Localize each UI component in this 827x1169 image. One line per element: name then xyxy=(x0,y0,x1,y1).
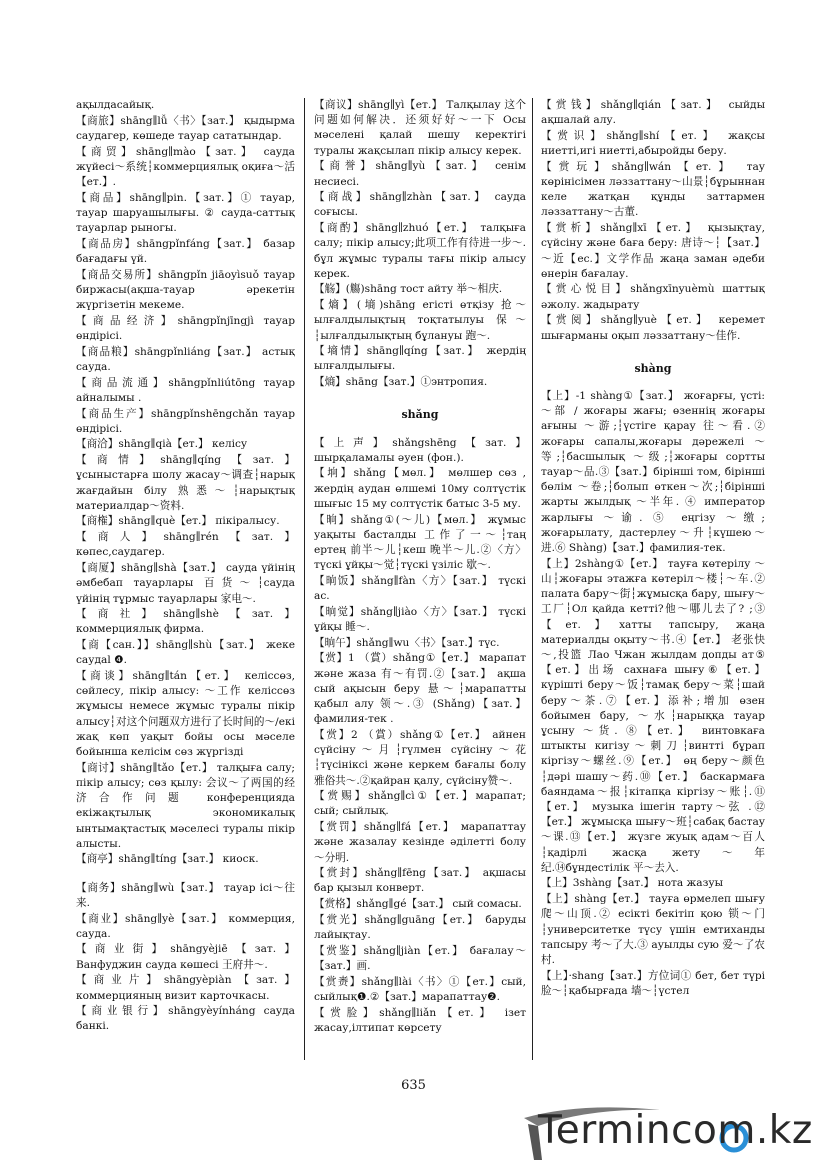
dictionary-entry: 【熵】(墒)shāng егісті өтқізу 抢～ ылғалдылықтың тоқтатылуы 保～┆ылғалдылықтың бұлануы 跑～. xyxy=(314,299,526,342)
dictionary-entry: 【晌午】shǎng∥wu〈书〉【зат.】түс. xyxy=(314,636,500,649)
dictionary-entry: 【商品经济】shāngpǐnjīngjì тауар өндірісі. xyxy=(76,314,295,343)
dictionary-entry: 【赏玩】shǎng∥wán【ет.】 тау көрінісімен ләззаттану～山景┆бұрыннан келе жатқан құнды заттармен ләззаттану～古董. xyxy=(541,160,765,219)
section-heading: shàng xyxy=(634,361,672,375)
dictionary-entry: 【商人】shāng∥rén【зат.】 көпес,саудагер. xyxy=(76,531,295,559)
dictionary-entry: 【赏罚】shǎng∥fá【ет.】 марапаттау және жазалау кезінде әділетті болу～分明. xyxy=(314,821,526,864)
dictionary-entry: 【垧】shǎng【мөл.】 мөлшер сөз , жердің аудан өлшемі 10му солтүстік шығыс 15 му солтүстік батыс 3-5 му. xyxy=(314,467,526,510)
dictionary-entry: 【商贸】shāng∥mào【зат.】 сауда жүйесі～系统┆коммерциялық оқиға～活【ет.】. xyxy=(76,145,295,189)
dictionary-entry: 【赏鉴】shǎng∥jiàn【ет.】 бағалау～【зат.】画. xyxy=(314,944,526,972)
dictionary-entry: 【赏赐】shǎng∥cì①【ет.】марапат; сый; сыйлық. xyxy=(314,790,526,818)
dictionary-entry: 【商権】shāng∥què【ет.】 пікіралысу. xyxy=(76,515,280,528)
dictionary-entry: 【商战】shāng∥zhàn【зат.】 сауда соғысы. xyxy=(314,191,526,219)
dictionary-entry: 【上声】shǎngshēng【зат.】 шырқаламалы әуен (фон.). xyxy=(314,436,526,464)
dictionary-entry: 【商业街】shāngyèjiē【зат.】 Ванфуджин сауда көшесі 王府井～. xyxy=(76,943,295,971)
dictionary-entry: 【熵】shāng【зат.】①энтропия. xyxy=(314,376,488,389)
dictionary-entry: 【赏光】shǎng∥guāng【ет.】 баруды лайықтау. xyxy=(314,913,526,942)
dictionary-entry: 【上】-1 shàng①【зат.】 жоғарғы, үсті: ～部 / жоғары жағы; өзеннің жоғары ағыны ～游;┆үстіге қарау 往～看.② жоғары сапалы,жоғары дәрежелі ～等;┆басшылық ～级;┆жоғары сортты тауар～品.③【зат.】біріншi том, бірінші бөлім ～卷;┆болып өткен～次;┆бірінші жарты жылдық ～半年. ④ император жарлығы ～谕. ⑤ еңгізу ～缴; жоғарылату, дастерлеу～升┆күшею～进.⑥ Shàng)【зат.】фамилия-тек. xyxy=(541,389,765,554)
dictionary-entry: 【商业】shāng∥yè【зат.】 коммерция, сауда. xyxy=(76,912,295,940)
dictionary-entry: 【商社】shāng∥shè【зат.】 коммерциялық фирма. xyxy=(76,608,295,636)
dictionary-entry: 【商品房】shāngpǐnfáng【зат.】 базар бағадағы үй. xyxy=(76,237,295,266)
dictionary-entry: 【商品交易所】shāngpǐn jiāoyìsuǒ тауар биржасы(ақша-тауар әрекетін жүргізетін мекеме. xyxy=(76,268,295,312)
dictionary-entry: 【赏脸】shǎng∥liǎn【ет.】 ізет жасау,ілтипат көрсету xyxy=(314,1006,526,1034)
dictionary-entry: 【商厦】shāng∥shà【зат.】 сауда үйінің әмбебап тауарлары 百货～┆сауда үйінің тұрмыс тауарлары 家电～. xyxy=(76,562,295,605)
dictionary-entry: 【赏识】shǎng∥shí【ет.】 жақсы ниетті,игі ниетті,абыройды беру. xyxy=(541,129,765,158)
column-right xyxy=(541,98,765,1060)
dictionary-entry: 【赏格】shǎng∥gé【зат.】 сый сомасы. xyxy=(314,898,522,911)
column-divider xyxy=(304,98,305,1060)
dictionary-entry: 【商亭】shāng∥tíng【зат.】 киоск. xyxy=(76,853,259,866)
dictionary-entry: 【商务】shāng∥wù【зат.】 тауар ісі～往来. xyxy=(76,881,295,909)
dictionary-entry: ақылдасайық. xyxy=(76,99,155,111)
dictionary-entry: 【商业片】shāngyèpiàn【зат.】 коммерцияның визит карточкасы. xyxy=(76,974,295,1002)
dictionary-entry: 【商洽】shāng∥qià【ет.】 келісу xyxy=(76,438,248,451)
site-logo[interactable] xyxy=(520,1100,820,1162)
dictionary-entry: 【商议】shāng∥yì【ет.】 Талқылау 这个问题如何解决．还须好好～一下 Осы мәселені қалай шешу керектігі туралы жақсылап пікір алысу керек. xyxy=(314,99,526,157)
dictionary-entry: 【墒情】shāng∥qíng【зат.】 жердің ылғалдылығы. xyxy=(314,345,526,373)
logo-text: Termincom.kz xyxy=(538,1108,813,1153)
dictionary-entry: 【赏封】shǎng∥fēng【зат.】 ақшасы бар қызыл конверт. xyxy=(314,867,526,895)
dictionary-entry: 【赏赉】shǎng∥lài〈书〉①【ет.】сый, сыйлық❶.②【зат.】марапаттау❷. xyxy=(314,975,526,1003)
dictionary-entry: 【商品流通】shāngpǐnliútōng тауар айналымы . xyxy=(76,376,295,404)
dictionary-entry: 【晌觉】shǎng∥jiào〈方〉【зат.】 түскі ұйқы 睡～. xyxy=(314,605,526,633)
dictionary-entry: 【晌饭】shǎng∥fàn〈方〉【зат.】 түскі ас. xyxy=(314,574,526,603)
dictionary-entry: 【赏钱】shǎng∥qián【зат.】 сыйды ақшалай алу. xyxy=(541,99,765,127)
dictionary-entry: 【上】shàng【ет.】 тауға өрмелеп шығу 爬～山顶.② есікті бекітіп қою 锁～门┆университетке түсу үшін емтиханды тапсыру 考～了大.③ ауылды сую 爱～了农村. xyxy=(541,893,765,966)
dictionary-entry: 【商谈】shāng∥tán【ет.】 келіссөз, сөйлесу, пікір алысу: ～工作 келіссөз жұмысы немесе жұмыс туралы пікір алысу┆对这个问题双方进行了长时间的～/екі жақ көп уақыт бойы осы мәселе бойынша келісім сөз жүргізді xyxy=(76,670,295,759)
dictionary-entry: 【赏析】shǎng∥xī【ет.】 қызықтау, сүйсіну және баға беру: 唐诗～┆【зат.】～近【ес.】文学作品 жаңа заман әдеби өнерін бағалау. xyxy=(541,222,765,280)
dictionary-entry: 【商【сан.】】shāng∥shù【зат.】 жеке саудаl ❹. xyxy=(76,639,295,667)
dictionary-entry: 【赏阅】shǎng∥yuè【ет.】 керемет шығарманы оқып ләззаттану～佳作. xyxy=(541,314,765,342)
dictionary-entry: 【商情】shāng∥qíng【зат.】 ұсыныстарға шолу жасау～调查┆нарық жағдайын білу 熟悉～┆нарықтық материалдар～资料. xyxy=(76,454,295,512)
dictionary-entry: 【商品粮】shāngpǐnliáng【зат.】 астық сауда. xyxy=(76,345,295,373)
dictionary-entry: 【赏心悦目】shǎngxīnyuèmù шаттық әжолу. жадырату xyxy=(541,283,765,311)
dictionary-entry: 【商讨】shāng∥tǎo【ет.】 талқыға салу; пікір алысу; сөз қылу: 会议～了两国的经济合作问题 конференцияда екіжақтылық экономикалық ынтымақтастық мәселесі туралы пікір алысты. xyxy=(76,761,295,850)
dictionary-entry: 【晌】shǎng①(～儿)【мөл.】 жұмыс уақыты басталды 工作了一～┆таң ертең 前半～儿┆кеш 晚半～儿.②〈方〉түскі ұйқы～觉┆түскі үзіліс 歇～. xyxy=(314,513,526,572)
dictionary-entry: 【上】3shàng【зат.】 нота жазуы xyxy=(541,877,724,890)
dictionary-entry: 【赏】1 （賞）shǎng①【ет.】 марапат және жаза 有～有罚.②【зат.】 ақша сый ақысын беру 悬～┆марапатты қабыл алу 领～.③ (Shǎng)【зат.】 фамилия-тек . xyxy=(314,652,526,726)
dictionary-entry: 【商品生产】shāngpǐnshēngchǎn тауар өндірісі. xyxy=(76,407,295,435)
column-left xyxy=(76,98,295,1060)
dictionary-entry: 【商酌】shāng∥zhuó【ет.】 талқыға салу; пікір алысу;此项工作有待进一步～. бұл жұмыс туралы тағы пікір алысу керек. xyxy=(314,222,526,280)
section-heading: shǎng xyxy=(401,408,439,422)
dictionary-entry: 【商旅】shāng∥lǚ〈书〉【зат.】 қыдырма саудагер, көшеде тауар сататындар. xyxy=(76,114,295,142)
dictionary-entry: 【上】2shàng①【ет.】 тауға көтерілу ～山┆жоғары этажға көтеріл～楼┆～车.② палата бару～街┆жұмысқа бару, шығу～工厂┆Ол қайда кетті?他～哪儿去了? ;③【ет.】хатты тапсыру, жаңа материалды оқыту～书.④【ет.】 老张快～,投篮 Лао Чжан жылдам допды ат⑤【ет.】出场 сахнаға шығу⑥【ет.】 күрішті беру～饭┆тамақ беру～菜┆шай беру～茶.⑦【ет.】添补;增加 өзен бойымен бару, ～水┆нарыққа тауар ұсыну ～货. ⑧【ет.】 винтовкаға штыкты кигізу～刺刀┆винтті бұрап кіргізу～螺丝.⑨【ет.】 өң беру～颜色┆дәрі шашу～药.⑩【ет.】 баскармаға баяндама～报┆кітапқа кіргізу～账┆.⑪【ет.】 музыка ішегін тарту～弦 .⑫【ет.】 жұмысқа шығу～班┆сабақ бастау～课.⑬【ет.】 жүзге жуық адам～百人┆қадірлі жасқа жету～年纪.⑭бұндестілік 平～去入. xyxy=(541,557,765,874)
dictionary-entry: 【觞】(觴)shāng тост айту 举～相庆. xyxy=(314,283,503,296)
dictionary-entry: 【商业银行】shāngyèyínháng сауда банкі. xyxy=(76,1005,295,1033)
dictionary-entry: 【上】·shang【зат.】方位词① бет, бет түрі 脸～┆қабырғада 墙～┆үстел xyxy=(541,969,765,997)
dictionary-entry: 【赏】2 （賞）shǎng①【ет.】 айнен сүйсіну～月┆гүлмен сүйсіну～花┆түсініксі және керкем бағалы болу雅俗共～.②қайран қалу, сүйсіну赞～. xyxy=(314,728,526,787)
dictionary-entry: 【商品】shāng∥pin.【зат.】① тауар, тауар шаруашылығы. ② сауда-саттық тауарлар рыногы. xyxy=(76,191,295,235)
dictionary-entry: 【商誉】shāng∥yù【зат.】 сенім несиесі. xyxy=(314,160,526,188)
page-number: 635 xyxy=(401,1078,426,1093)
column-middle xyxy=(314,98,526,1060)
column-divider xyxy=(532,98,533,1060)
